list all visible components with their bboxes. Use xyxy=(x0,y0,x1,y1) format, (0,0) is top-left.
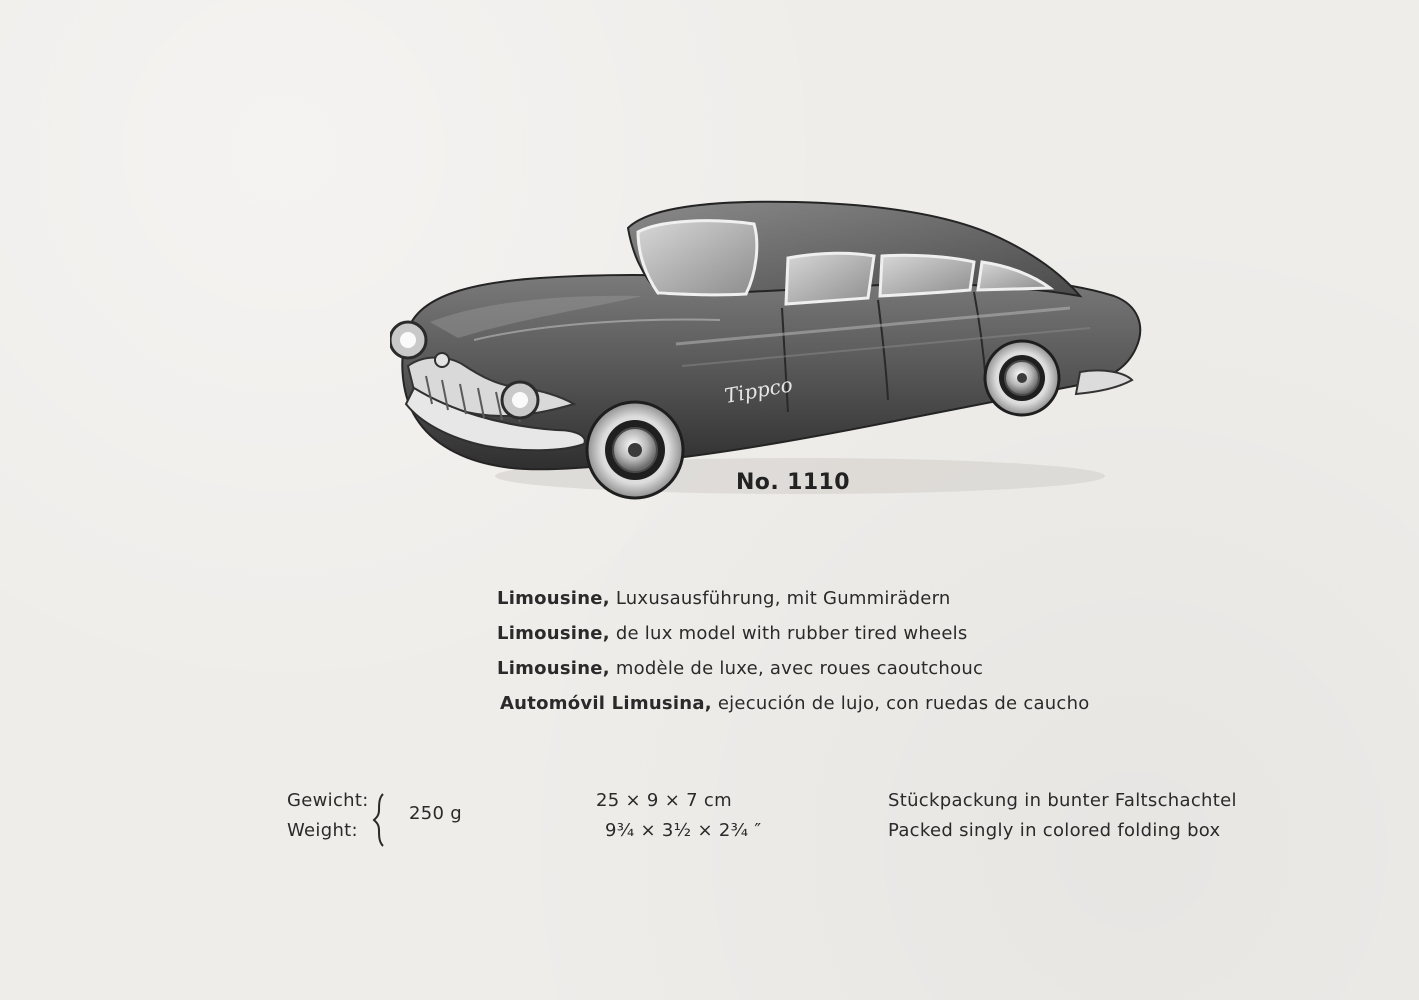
packaging-text-en: Packed singly in colored folding box xyxy=(888,820,1221,841)
description-line-en xyxy=(497,616,1137,651)
weight-label-en: Weight: xyxy=(287,820,358,841)
description-title-fr: Limousine, xyxy=(497,658,610,679)
description-line-de xyxy=(497,581,1137,616)
description-block xyxy=(497,581,1137,721)
description-line-fr xyxy=(497,651,1137,686)
description-title-es: Automóvil Limusina, xyxy=(500,693,712,714)
description-text-en: de lux model with rubber tired wheels xyxy=(615,623,968,644)
weight-label-de: Gewicht: xyxy=(287,790,369,811)
weight-value: 250 g xyxy=(409,803,463,824)
description-title-en: Limousine, xyxy=(497,623,610,644)
car-badge-text: Tippco xyxy=(722,372,795,408)
description-text-de: Luxusausführung, mit Gummirädern xyxy=(615,588,951,609)
packaging-block xyxy=(888,786,1258,846)
description-text-es: ejecución de lujo, con ruedas de caucho xyxy=(717,693,1090,714)
description-text-fr: modèle de luxe, avec roues caoutchouc xyxy=(615,658,984,679)
description-title-de: Limousine, xyxy=(497,588,610,609)
dimensions-block xyxy=(596,786,816,846)
dimensions-inches: 9¾ × 3½ × 2¾ ″ xyxy=(605,820,762,841)
packaging-text-de: Stückpackung in bunter Faltschachtel xyxy=(888,790,1237,811)
model-number: No. 1110 xyxy=(736,470,850,495)
description-line-es xyxy=(497,686,1137,721)
dimensions-cm: 25 × 9 × 7 cm xyxy=(596,790,732,811)
weight-brace xyxy=(371,792,391,848)
